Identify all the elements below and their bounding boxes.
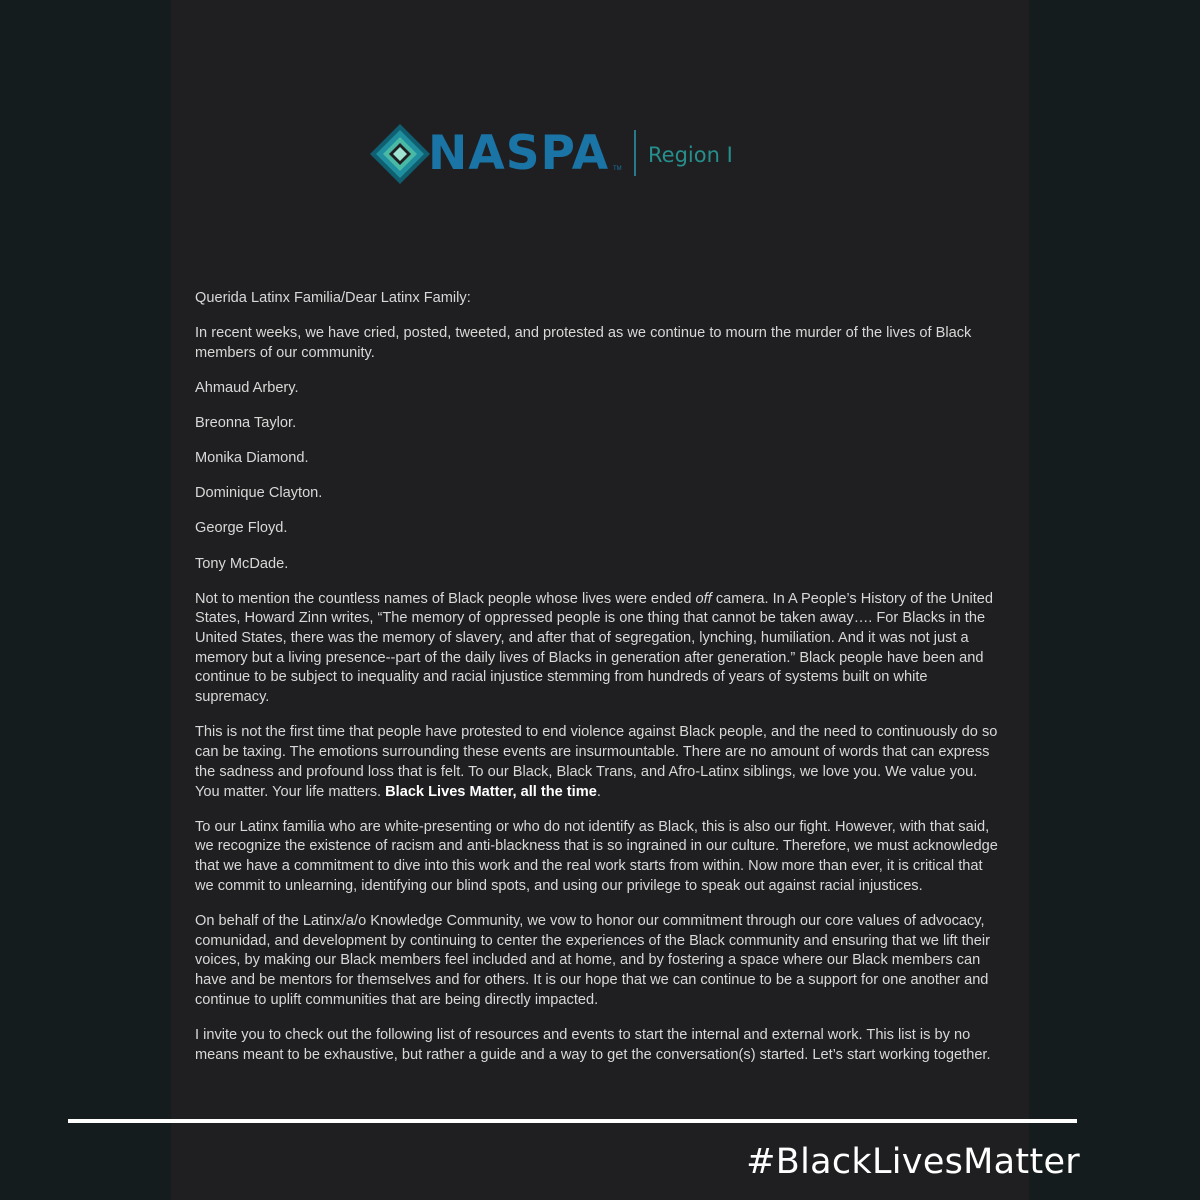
logo-trademark: TM: [613, 166, 622, 172]
hashtag-caption: #BlackLivesMatter: [746, 1142, 1080, 1182]
invite-paragraph: I invite you to check out the following list of resources and events to start the internal and external work. This list is by no means meant to be exhaustive, but rather a guide and a way to get the conversation(s) started. Let’s start working together.: [195, 1027, 991, 1063]
footer-divider: [68, 1119, 1077, 1123]
behalf-paragraph: On behalf of the Latinx/a/o Knowledge Community, we vow to honor our commitment through our core values of advocacy, comunidad, and development by continuing to center the experiences of the Black community and ensuring that we lift their voices, by making our Black members feel included and at home, and by fostering a space where our Black members can have and be mentors for themselves and for others. It is our hope that we can continue to be a support for one another and continue to uplift communities that are being directly impacted.: [195, 913, 991, 1008]
name-item: Monika Diamond.: [195, 450, 309, 467]
protest-paragraph: This is not the first time that people have protested to end violence against Black people, and the need to continuously do so can be taxing. The emotions surrounding these events are insurmountable. There are no amount of words that can express the sadness and profound loss that is felt. To our Black, Black Trans, and Afro-Latinx siblings, we love you. We value you. You matter. Your life matters. Black Lives Matter, all the time.: [195, 724, 998, 800]
name-item: Tony McDade.: [195, 555, 289, 572]
countless-paragraph: Not to mention the countless names of Black people whose lives were ended off camera. In A People’s History of the United States, Howard Zinn writes, “The memory of oppressed people is one thing that cannot be taken away…. For Blacks in the United States, there was the memory of slavery, and after that of segregation, lynching, humiliation. And it was not just a memory but a living presence--part of the daily lives of Blacks in generation after generation.” Black people have been and continue to be subject to inequality and racial injustice stemming from hundreds of years of systems built on white supremacy.: [195, 590, 993, 706]
logo-wordmark: NASPA: [428, 126, 610, 181]
logo-region: Region I: [648, 143, 733, 167]
names-list: [195, 379, 1005, 574]
name-item: George Floyd.: [195, 520, 288, 537]
name-item: Breonna Taylor.: [195, 415, 297, 432]
name-item: Dominique Clayton.: [195, 485, 323, 502]
logo-divider: [634, 130, 636, 176]
greeting: Querida Latinx Familia/Dear Latinx Family:: [195, 290, 471, 306]
name-item: Ahmaud Arbery.: [195, 380, 299, 397]
naspa-logo: [368, 122, 748, 186]
intro-paragraph: In recent weeks, we have cried, posted, tweeted, and protested as we continue to mourn the murder of the lives of Black members of our community.: [195, 325, 972, 361]
diamond-logo-icon: [368, 122, 432, 186]
letter-body: [195, 289, 1005, 1081]
familia-paragraph: To our Latinx familia who are white-presenting or who do not identify as Black, this is also our fight. However, with that said, we recognize the existence of racism and anti-blackness that is so ingrained in our culture. Therefore, we must acknowledge that we have a commitment to dive into this work and the real work starts from within. Now more than ever, it is critical that we commit to unlearning, identifying our blind spots, and using our privilege to speak out against racial injustices.: [195, 818, 998, 894]
